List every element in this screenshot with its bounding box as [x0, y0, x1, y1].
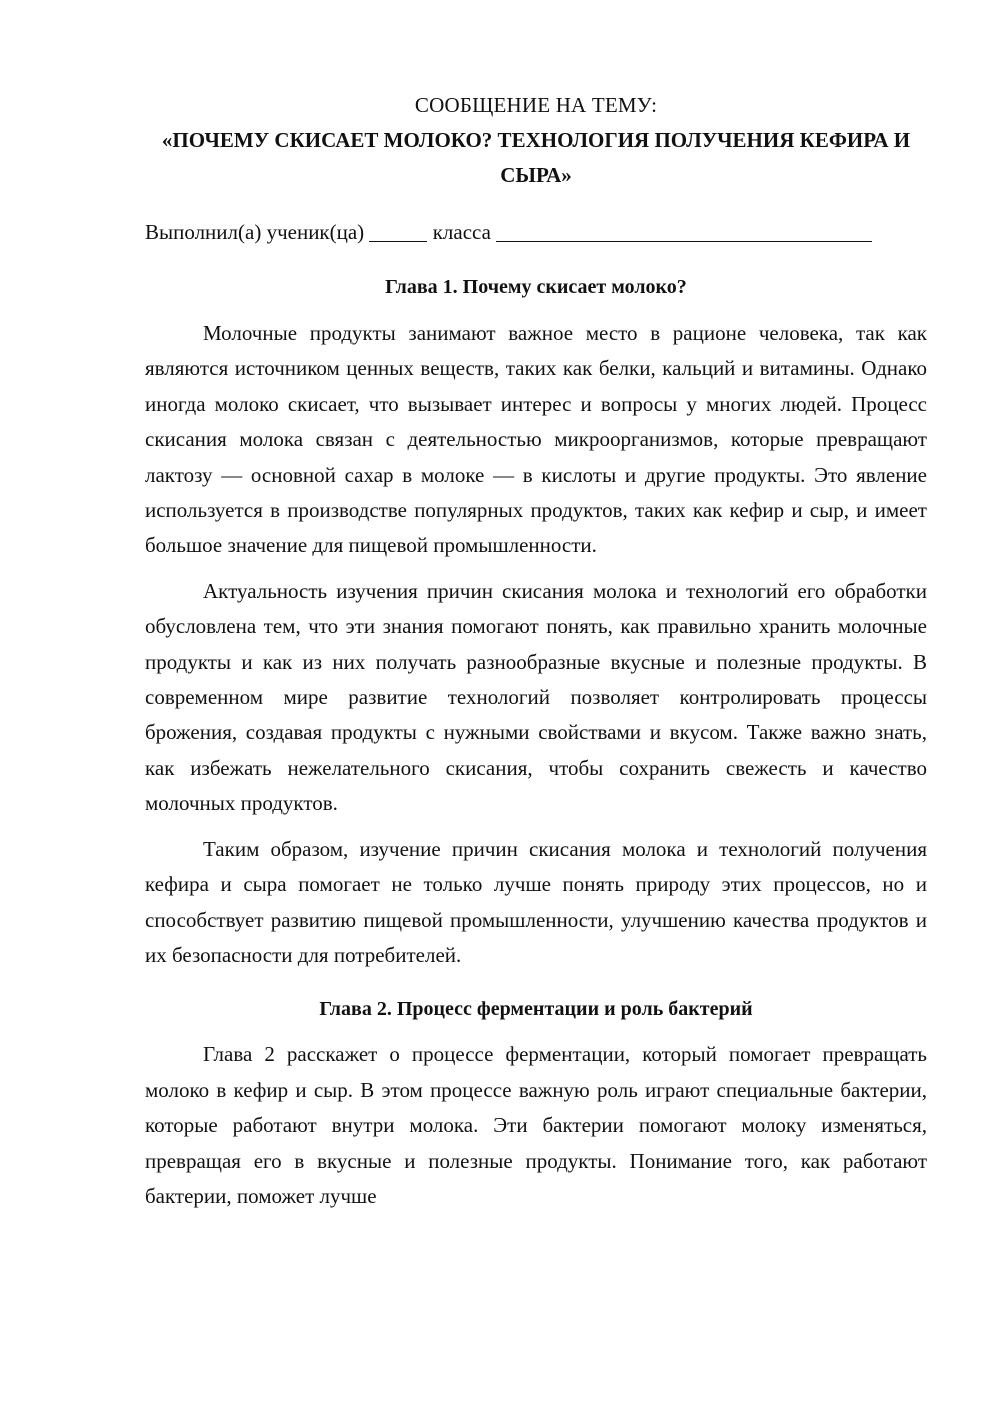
chapter-1-title: Глава 1. Почему скисает молоко?: [385, 276, 687, 298]
document-caption: СООБЩЕНИЕ НА ТЕМУ:: [414, 93, 658, 117]
chapter-1-paragraph-1: Молочные продукты занимают важное место в рационе человека, так как являются источником ценных веществ, таких как белки, кальций и витамины. Однако иногда молоко скисает, что вызывает интерес и вопросы у многих людей. Процесс скисания молока связан с деятельностью микроорганизмов, которые превращают лактозу — основной сахар в молоке — в кислоты и другие продукты. Это явление используется в производстве популярных продуктов, таких как кефир и сыр, и имеет большое значение для пищевой промышленности.: [145, 321, 927, 558]
class-number-blank: [369, 219, 427, 242]
document-page: [145, 88, 927, 1214]
class-label: класса: [432, 220, 491, 244]
chapter-1-paragraph-2: Актуальность изучения причин скисания молока и технологий его обработки обусловлена тем, что эти знания помогают понять, как правильно хранить молочные продукты и как из них получать разнообразные вкусные и полезные продукты. В современном мире развитие технологий позволяет контролировать процессы брожения, создавая продукты с нужными свойствами и вкусом. Также важно знать, как избежать нежелательного скисания, чтобы сохранить свежесть и качество молочных продуктов.: [145, 578, 927, 816]
chapter-2-title: Глава 2. Процесс ферментации и роль бактерий: [319, 998, 753, 1021]
chapter-1-paragraph-3: Таким образом, изучение причин скисания молока и технологий получения кефира и сыра помогает не только лучше понять природу этих процессов, но и способствует развитию пищевой промышленности, улучшению качества продуктов и их безопасности для потребителей.: [145, 836, 927, 967]
chapter-2-paragraph-1: Глава 2 расскажет о процессе ферментации, который помогает превращать молоко в кефир и сыр. В этом процессе важную роль играют специальные бактерии, которые работают внутри молока. Эти бактерии помогают молоку изменяться, превращая его в вкусные и полезные продукты. Понимание того, как работают бактерии, поможет лучше: [145, 1042, 927, 1208]
author-line: [145, 215, 927, 250]
student-name-blank: [496, 219, 872, 242]
performed-by-label: Выполнил(а) ученик(ца): [145, 220, 365, 244]
document-title: «ПОЧЕМУ СКИСАЕТ МОЛОКО? ТЕХНОЛОГИЯ ПОЛУЧЕНИЯ КЕФИРА И СЫРА»: [161, 128, 911, 187]
